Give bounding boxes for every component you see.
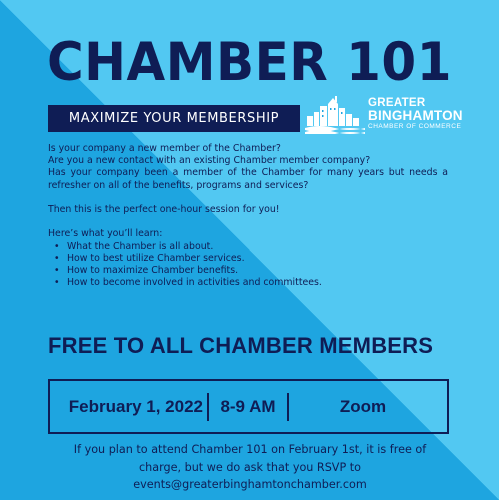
logo-line-binghamton: BINGHAMTON	[368, 108, 463, 124]
membership-banner: MAXIMIZE YOUR MEMBERSHIP	[48, 105, 300, 132]
session-statement: Then this is the perfect one-hour session for you!	[48, 204, 280, 215]
logo-line-chamber: CHAMBER OF COMMERCE	[368, 122, 462, 130]
list-item: • How to become involved in activities and committees.	[54, 277, 448, 289]
rsvp-line-1: If you plan to attend Chamber 101 on February 1st, it is free of	[73, 443, 427, 456]
logo-line-greater: GREATER	[368, 96, 426, 109]
intro-question-3: Has your company been a member of the Chamber for many years but needs a refresher on all of the benefits, programs and services?	[48, 167, 448, 191]
event-details-box	[48, 379, 449, 434]
page-title: CHAMBER 101	[46, 31, 453, 93]
city-skyline-icon	[305, 94, 365, 134]
logo-text	[368, 98, 463, 131]
chamber-logo	[305, 93, 470, 135]
intro-text	[48, 143, 448, 289]
list-item: • What the Chamber is all about.	[54, 241, 448, 253]
event-date: February 1, 2022	[68, 396, 203, 416]
rsvp-email: events@greaterbinghamtonchamber.com	[133, 478, 367, 491]
list-item: • How to maximize Chamber benefits.	[54, 265, 448, 277]
intro-question-2: Are you a new contact with an existing Chamber member company?	[48, 155, 371, 167]
free-heading: FREE TO ALL CHAMBER MEMBERS	[48, 333, 434, 358]
learn-heading: Here’s what you’ll learn:	[48, 228, 163, 240]
rsvp-note	[40, 441, 460, 494]
event-location: Zoom	[339, 396, 387, 416]
intro-question-1: Is your company a new member of the Chamber?	[48, 143, 281, 154]
learn-list	[54, 241, 448, 290]
event-time: 8-9 AM	[220, 396, 276, 416]
rsvp-line-2: charge, but we do ask that you RSVP to	[139, 460, 361, 474]
list-item: • How to best utilize Chamber services.	[54, 253, 448, 265]
